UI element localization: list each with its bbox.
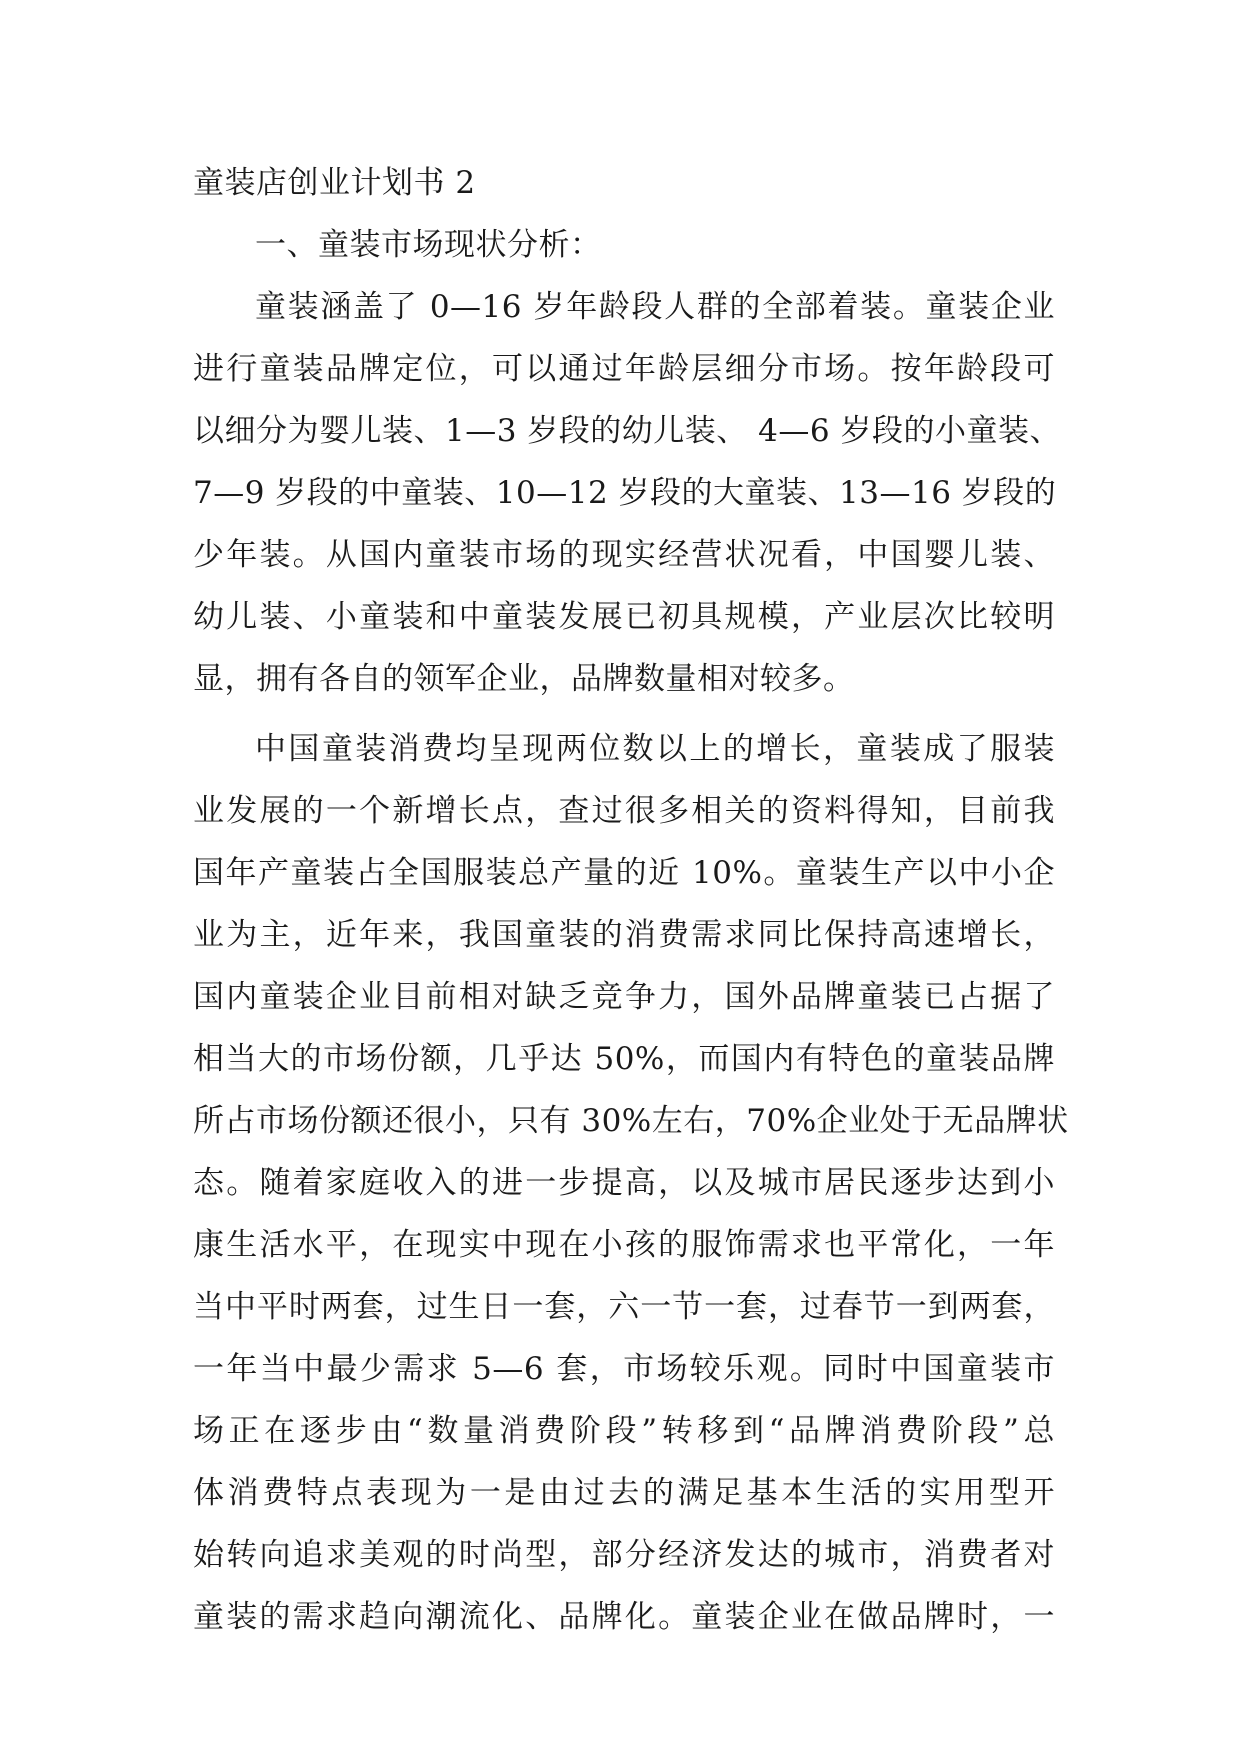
paragraph-gap [193,710,1055,718]
paragraph-line: 所占市场份额还很小，只有 30%左右，70%企业处于无品牌状 [193,1103,1069,1139]
paragraph-line: 以细分为婴儿装、1—3 岁段的幼儿装、 4—6 岁段的小童装、 [193,413,1061,449]
paragraph-line: 中国童装消费均呈现两位数以上的增长，童装成了服装 [255,731,1055,767]
paragraph-line: 态。随着家庭收入的进一步提高，以及城市居民逐步达到小 [193,1165,1055,1201]
paragraph-line: 国年产童装占全国服装总产量的近 10%。童装生产以中小企 [193,855,1055,891]
document-title: 童装店创业计划书 2 [193,165,476,201]
paragraph-line: 一年当中最少需求 5—6 套，市场较乐观。同时中国童装市 [193,1351,1055,1387]
section-heading: 一、童装市场现状分析： [255,227,602,263]
paragraph-line: 康生活水平，在现实中现在小孩的服饰需求也平常化，一年 [193,1227,1055,1263]
paragraph-line: 显，拥有各自的领军企业，品牌数量相对较多。 [193,661,855,697]
paragraph-line: 童装涵盖了 0—16 岁年龄段人群的全部着装。童装企业 [255,289,1055,325]
paragraph-line: 国内童装企业目前相对缺乏竞争力，国外品牌童装已占据了 [193,979,1055,1015]
paragraph-age-segments [193,276,1061,710]
paragraph-line: 相当大的市场份额，几乎达 50%，而国内有特色的童装品牌 [193,1041,1055,1077]
document-body [193,152,1069,1648]
paragraph-line: 7—9 岁段的中童装、10—12 岁段的大童装、13—16 岁段的 [193,475,1057,511]
paragraph-line: 业为主，近年来，我国童装的消费需求同比保持高速增长， [193,917,1055,953]
paragraph-line: 场正在逐步由“数量消费阶段”转移到“品牌消费阶段”总 [193,1413,1055,1449]
paragraph-line: 始转向追求美观的时尚型，部分经济发达的城市，消费者对 [193,1537,1055,1573]
paragraph-line: 少年装。从国内童装市场的现实经营状况看，中国婴儿装、 [193,537,1055,573]
paragraph-line: 体消费特点表现为一是由过去的满足基本生活的实用型开 [193,1475,1055,1511]
paragraph-line: 进行童装品牌定位，可以通过年龄层细分市场。按年龄段可 [193,351,1055,387]
paragraph-line: 业发展的一个新增长点，查过很多相关的资料得知，目前我 [193,793,1055,829]
paragraph-line: 童装的需求趋向潮流化、品牌化。童装企业在做品牌时，一 [193,1599,1055,1635]
paragraph-line: 幼儿装、小童装和中童装发展已初具规模，产业层次比较明 [193,599,1055,635]
paragraph-line: 当中平时两套，过生日一套，六一节一套，过春节一到两套， [193,1289,1055,1325]
paragraph-consumption-growth [193,718,1069,1648]
